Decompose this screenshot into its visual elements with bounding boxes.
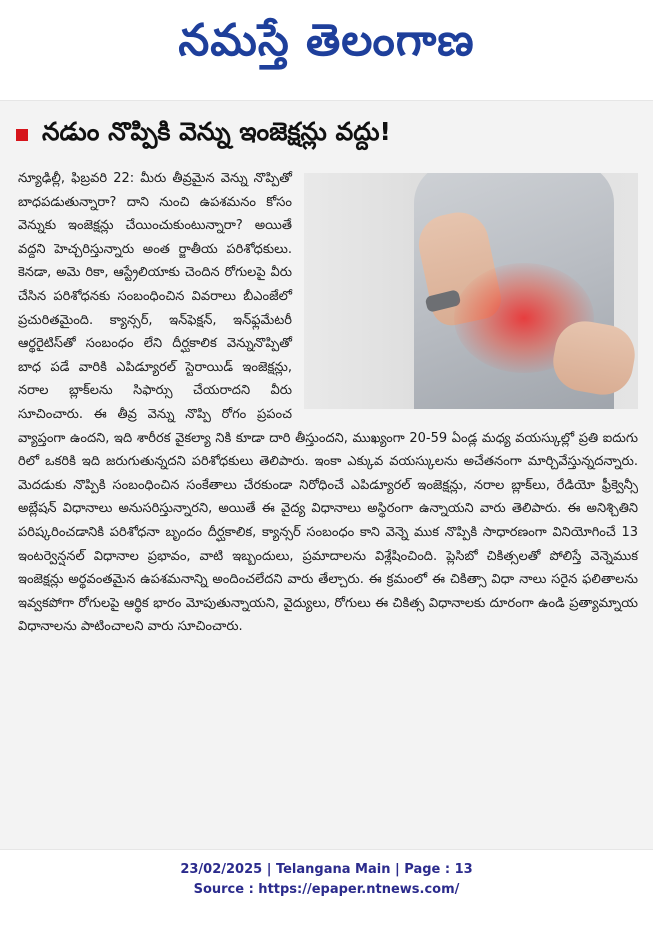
red-square-bullet-icon xyxy=(16,129,28,141)
back-pain-photo xyxy=(304,173,638,409)
page-footer xyxy=(0,860,653,900)
headline-row xyxy=(16,113,391,157)
article-clipping xyxy=(0,100,653,850)
article-text: న్యూఢిల్లీ, ఫిబ్రవరి 22: మీరు తీవ్రమైన వెన్ను నొప్పితో బాధపడుతున్నారా? దాని నుంచి ఉపశమనం కోసం వెన్నుకు ఇంజెక్షన్లు చేయించుకుంటున్నారా? అయితే వద్దని హెచ్చరిస్తున్నారు అంత ర్జాతీయ పరిశోధకులు. కెనడా, అమె రికా, ఆస్ట్రేలియాకు చెందిన రోగులపై వీరు చేసిన పరిశోధనకు సంబంధించిన వివరాలు బీఎంజేలో ప్రచురితమైంది. క్యాన్సర్, ఇన్‌ఫెక్షన్, ఇన్‌ఫ్లమేటరీ ఆర్థరైటిస్‌తో సంబంధం లేని దీర్ఘకాలిక వెన్నునొప్పితో బాధ పడే వారికి ఎపిడ్యూరల్ స్టెరాయిడ్ ఇంజెక్షన్లు, నరాల బ్లాక్‌లను సిఫార్సు చేయరాదని వీరు సూచించారు. ఈ తీవ్ర వెన్ను నొప్పి రోగం ప్రపంచ వ్యాప్తంగా ఉందని, ఇది శారీరక వైకల్యా నికి కూడా దారి తీస్తుందని, ముఖ్యంగా 20-59 ఏండ్ల మధ్య వయస్కుల్లో ప్రతి ఐదుగు రిలో ఒకరికి ఇది జరుగుతున్నదని పరిశోధకులు తెలిపారు. ఇంకా ఎక్కువ వయస్కులను అచేతనంగా మార్చివేస్తున్నదన్నారు. మెదడుకు నొప్పికి సంబంధించిన సంకేతాలు చేరకుండా నిరోధించే ఎపిడ్యూరల్ ఇంజెక్షన్లు, నరాల బ్లాక్‌లు, రేడియో ఫ్రీక్వెన్సీ అబ్లేషన్ విధానాలు అనుసరిస్తున్నారని, అయితే ఈ వైద్య విధానాలు అస్థిరంగా ఉన్నాయని వారు తెలిపారు. ఈ అనిశ్చితిని పరిష్కరించడానికి పరిశోధనా బృందం దీర్ఘకాలిక, క్యాన్సర్ సంబంధం కాని వెన్నె ముక నొప్పికి సాధారణంగా వినియోగించే 13 ఇంటర్వెన్షనల్ విధానాల ప్రభావం, వాటి ఇబ్బందులు, ప్రమాదాలను విశ్లేషించింది. ప్లెసిబో చికిత్సలతో పోలిస్తే వెన్నెముక ఇంజెక్షన్లు అర్థవంతమైన ఉపశమనాన్ని అందించలేదని వారు తేల్చారు. ఈ క్రమంలో ఈ చికిత్సా విధా నాలు సరైన ఫలితాలను ఇవ్వకపోగా రోగులపై ఆర్థిక భారం మోపుతున్నాయని, వైద్యులు, రోగులు ఈ చికిత్స విధానాలకు దూరంగా ఉండి ప్రత్యామ్నాయ విధానాలను పాటించాలని వారు సూచించారు. xyxy=(18,171,638,635)
newspaper-logo: నమస్తే తెలంగాణ xyxy=(178,15,475,66)
masthead xyxy=(0,0,653,90)
source-link[interactable]: Source : https://epaper.ntnews.com/ xyxy=(193,882,460,897)
article-body xyxy=(18,167,638,639)
edition-info: 23/02/2025 | Telangana Main | Page : 13 xyxy=(180,862,473,877)
article-headline: నడుం నొప్పికి వెన్ను ఇంజెక్షన్లు వద్దు! xyxy=(42,117,391,146)
